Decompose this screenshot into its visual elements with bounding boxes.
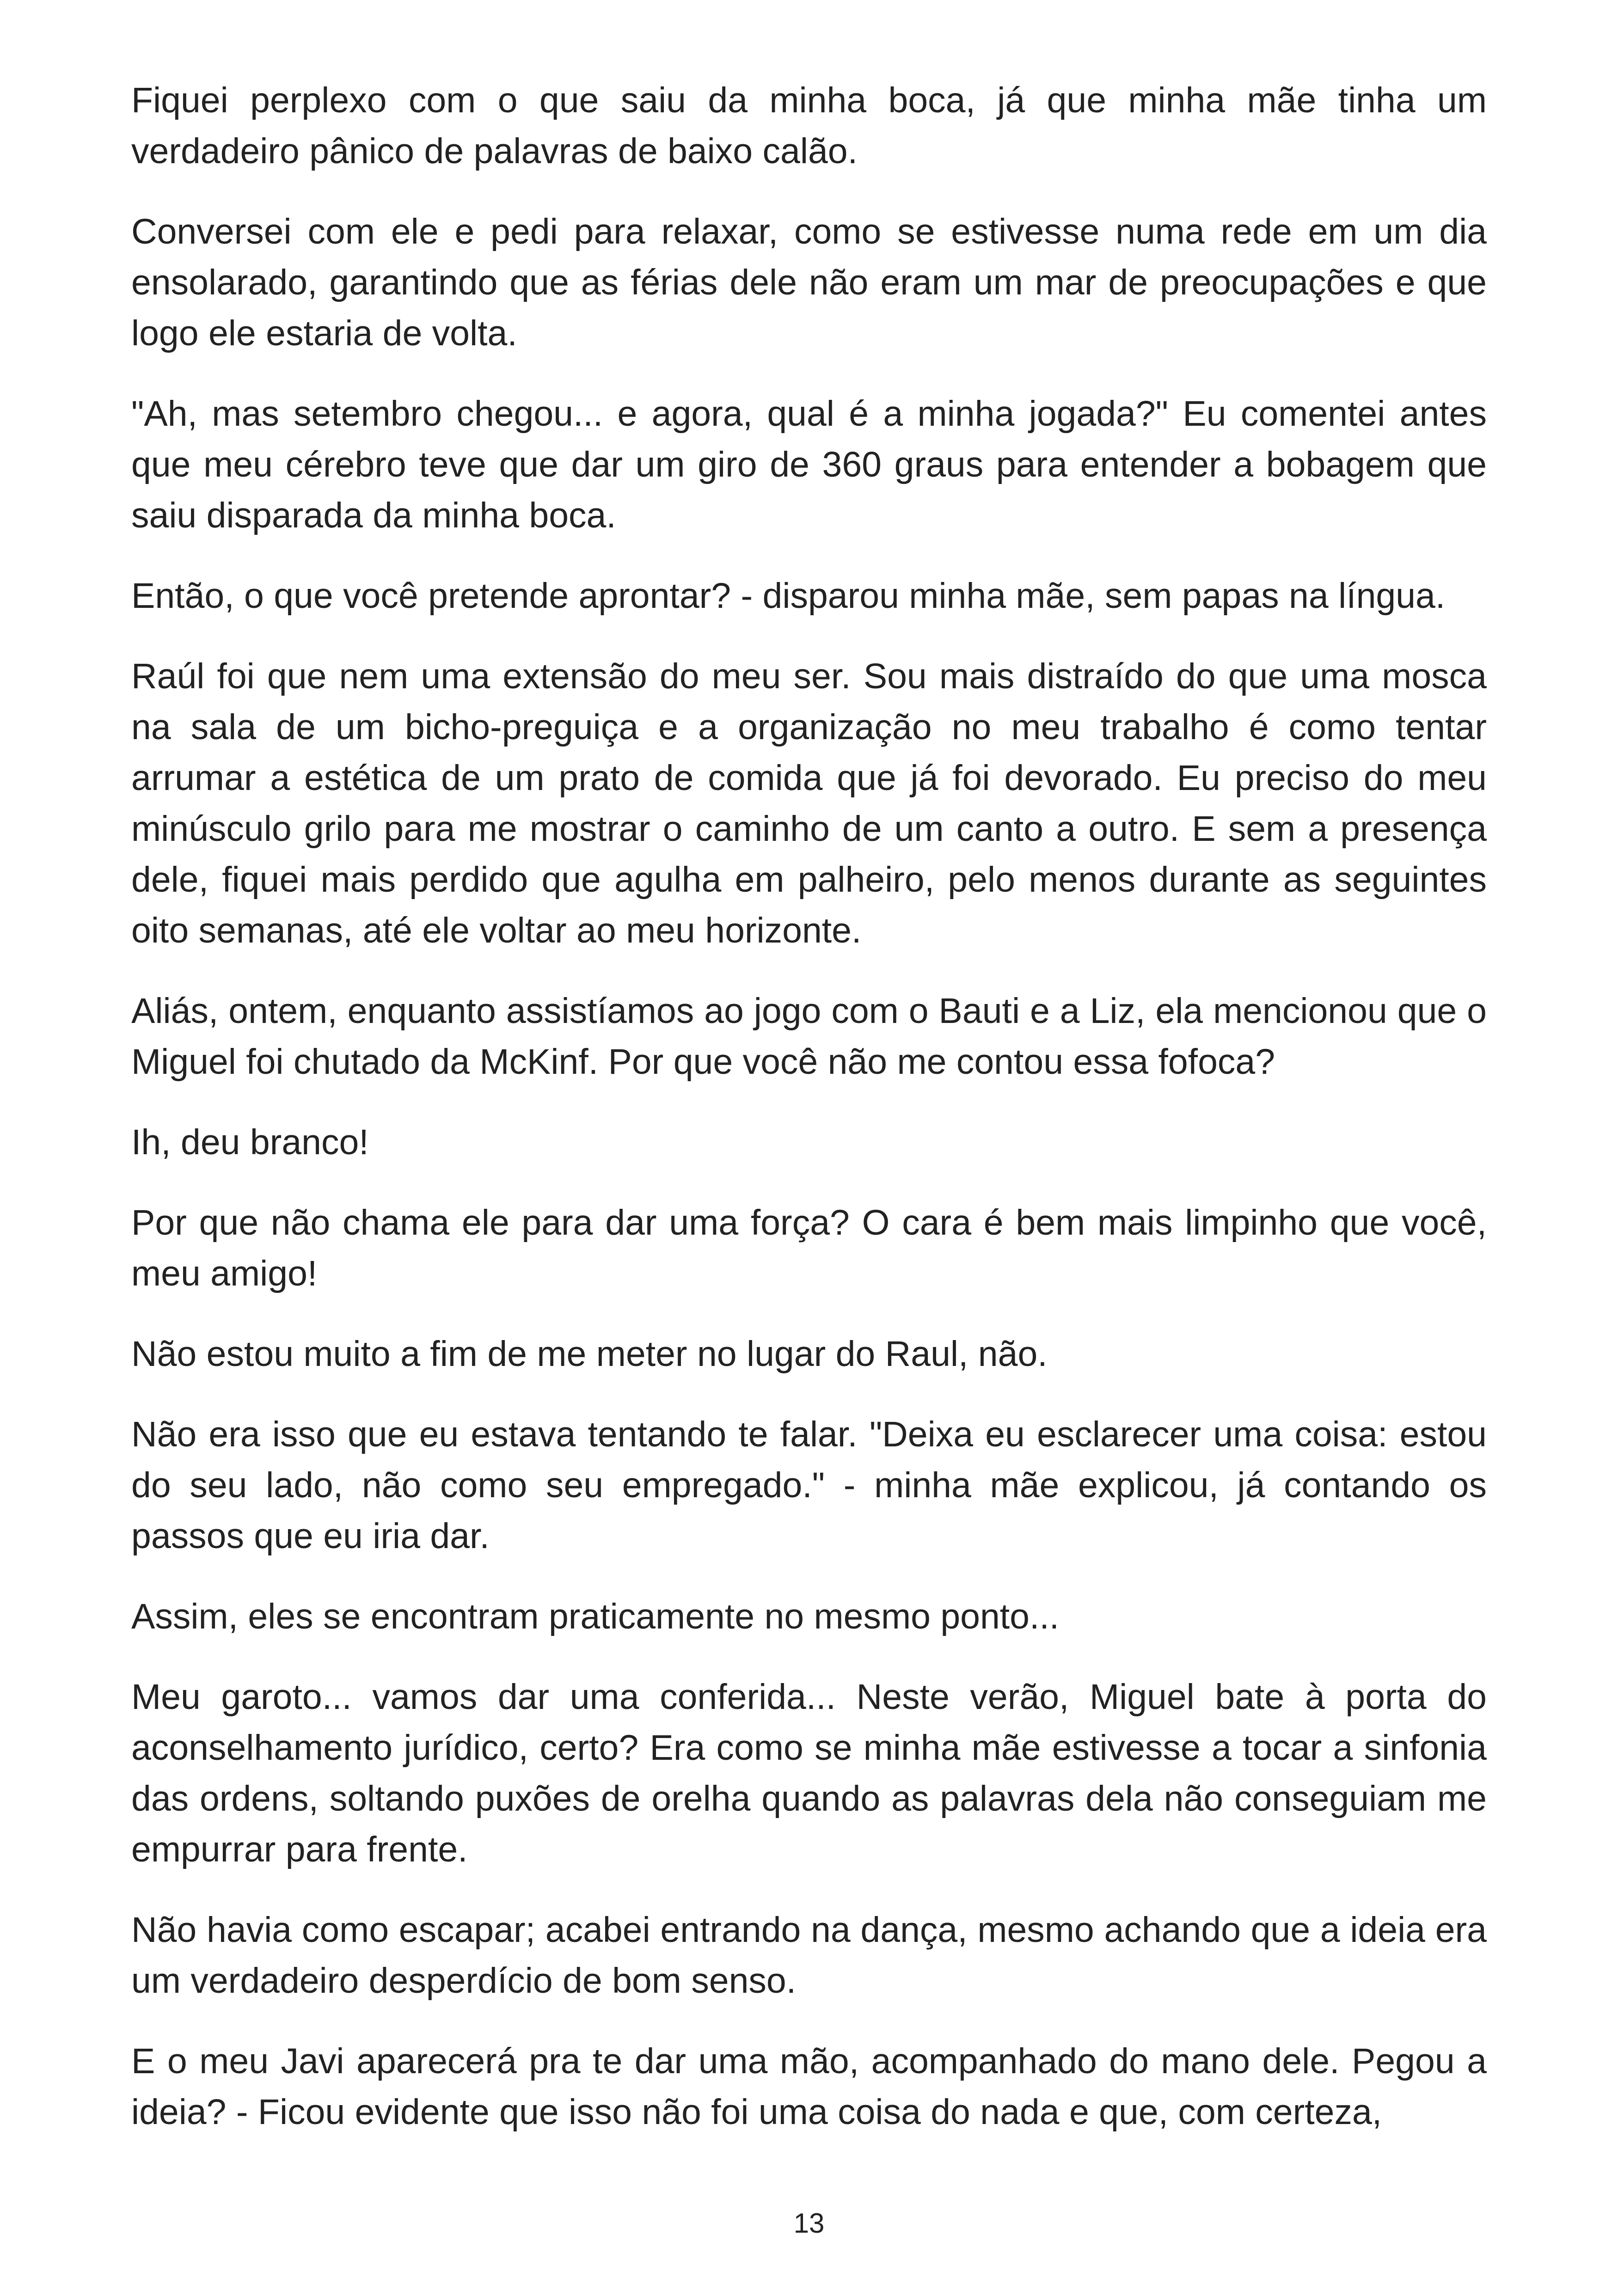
paragraph: Não havia como escapar; acabei entrando na dança, mesmo achando que a ideia era um verdadeiro desperdício de bom senso. <box>131 1910 1487 2001</box>
paragraph: Meu garoto... vamos dar uma conferida... Neste verão, Miguel bate à porta do aconselhamento jurídico, certo? Era como se minha mãe estivesse a tocar a sinfonia das ordens, soltando puxões de orelha quando as palavras dela não conseguiam me empurrar para frente. <box>131 1677 1487 1869</box>
paragraph: Então, o que você pretende aprontar? - disparou minha mãe, sem papas na língua. <box>131 576 1446 616</box>
paragraph: Ih, deu branco! <box>131 1122 369 1162</box>
paragraph: Aliás, ontem, enquanto assistíamos ao jogo com o Bauti e a Liz, ela mencionou que o Miguel foi chutado da McKinf. Por que você não me contou essa fofoca? <box>131 991 1487 1082</box>
paragraph: "Ah, mas setembro chegou... e agora, qual é a minha jogada?" Eu comentei antes que meu cérebro teve que dar um giro de 360 graus para entender a bobagem que saiu disparada da minha boca. <box>131 394 1487 535</box>
paragraph: Não estou muito a fim de me meter no lugar do Raul, não. <box>131 1334 1048 1374</box>
page-number: 13 <box>793 2208 825 2239</box>
paragraph: Conversei com ele e pedi para relaxar, como se estivesse numa rede em um dia ensolarado, garantindo que as férias dele não eram um mar de preocupações e que logo ele estaria de volta. <box>131 212 1487 353</box>
paragraph: Fiquei perplexo com o que saiu da minha boca, já que minha mãe tinha um verdadeiro pânico de palavras de baixo calão. <box>131 80 1487 171</box>
paragraph: Não era isso que eu estava tentando te falar. "Deixa eu esclarecer uma coisa: estou do seu lado, não como seu empregado." - minha mãe explicou, já contando os passos que eu iria dar. <box>131 1414 1487 1556</box>
paragraph: Raúl foi que nem uma extensão do meu ser. Sou mais distraído do que uma mosca na sala de um bicho-preguiça e a organização no meu trabalho é como tentar arrumar a estética de um prato de comida que já foi devorado. Eu preciso do meu minúsculo grilo para me mostrar o caminho de um canto a outro. E sem a presença dele, fiquei mais perdido que agulha em palheiro, pelo menos durante as seguintes oito semanas, até ele voltar ao meu horizonte. <box>131 656 1487 950</box>
paragraph: Por que não chama ele para dar uma força? O cara é bem mais limpinho que você, meu amigo! <box>131 1203 1487 1293</box>
paragraph: E o meu Javi aparecerá pra te dar uma mão, acompanhado do mano dele. Pegou a ideia? - Ficou evidente que isso não foi uma coisa do nada e que, com certeza, <box>131 2041 1487 2132</box>
body-text <box>131 75 1487 2137</box>
paragraph: Assim, eles se encontram praticamente no mesmo ponto... <box>131 1597 1060 1636</box>
